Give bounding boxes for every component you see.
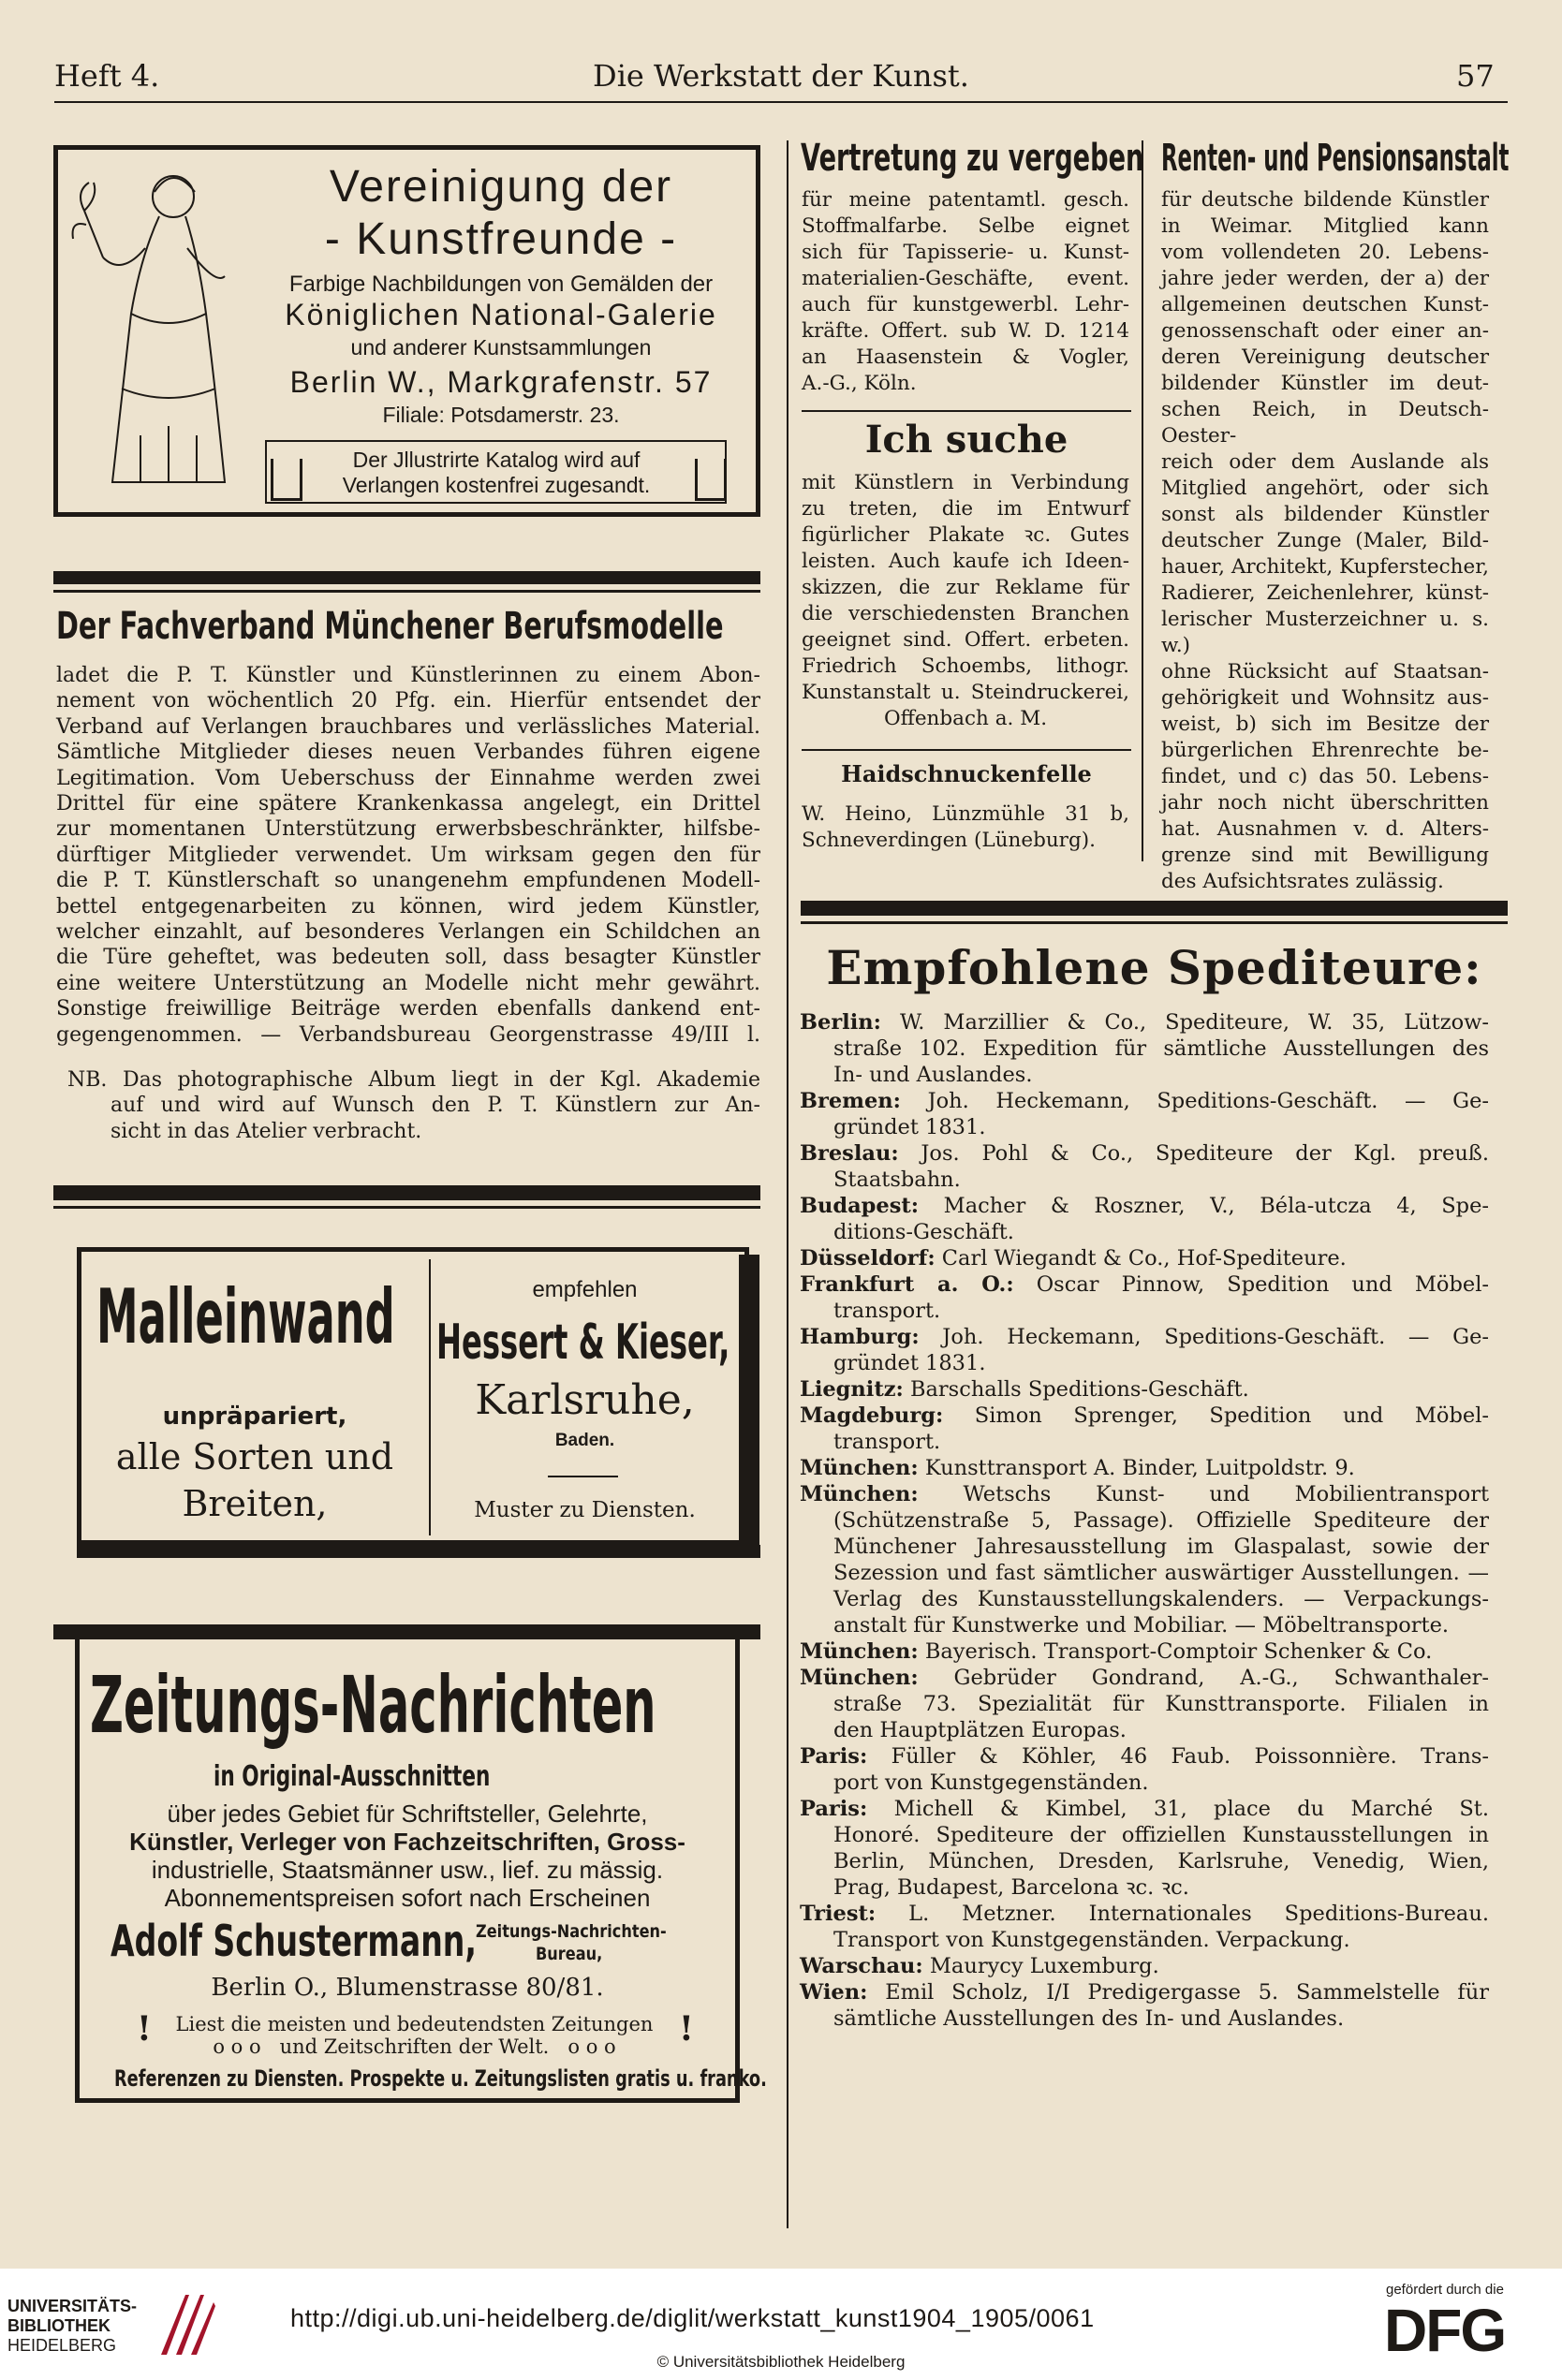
renten-line: hat. Ausnahmen v. d. Alters-	[1161, 817, 1489, 841]
vertretung-line: für meine patentamtl. gesch.	[802, 188, 1129, 212]
malleinwand-title: Malleinwand	[96, 1273, 395, 1360]
dfg-logo: DFG	[1384, 2297, 1506, 2364]
fachverband-line: zur momentanen Unterstützung erwerbsbeschränkter, hilfsbe-	[56, 817, 760, 842]
katalog-line-2: Verlangen kostenfrei zugesandt.	[342, 473, 651, 497]
spediteur-line	[800, 1953, 1489, 1979]
zeitung-line-2: Künstler, Verleger von Fachzeitschriften, Gross-	[129, 1828, 685, 1856]
spediteur-city: Breslau:	[800, 1141, 899, 1166]
vertretung-line: A.-G., Köln.	[802, 372, 917, 395]
spediteur-line	[800, 1638, 1489, 1665]
renten-line: Mitglied angehört, oder sich	[1161, 477, 1489, 500]
ichsuche-title: Ich suche	[864, 418, 1068, 462]
spediteur-city: Frankfurt a. O.:	[800, 1272, 1014, 1297]
spediteur-text: anstalt für Kunstwerke und Mobiliar. — Möbeltransporte.	[833, 1613, 1450, 1638]
spediteur-line	[800, 1062, 1489, 1088]
spediteur-text: Joh. Heckemann, Speditions-Geschäft. — Ge-	[919, 1325, 1489, 1349]
renten-body	[1161, 187, 1489, 895]
column-rule-left	[787, 140, 788, 2228]
renten-line: ohne Rücksicht auf Staatsan-	[1161, 660, 1489, 683]
spediteur-text: port von Kunstgegenständen.	[833, 1770, 1149, 1795]
zeitung-bottom: Referenzen zu Diensten. Prospekte u. Zeitungslisten gratis u. franko.	[114, 2065, 767, 2092]
spediteur-line	[800, 1009, 1489, 1036]
haidschnucken-body	[802, 801, 1129, 854]
ichsuche-line: Kunstanstalt u. Steindruckerei,	[802, 681, 1129, 704]
separator-bar	[53, 1185, 760, 1200]
spediteur-text: Wetschs Kunst- und Mobilientransport	[918, 1482, 1489, 1506]
spediteur-line	[800, 1717, 1489, 1743]
fachverband-title: Der Fachverband Münchener Berufsmodelle	[56, 605, 724, 648]
haidschnucken-line: W. Heino, Lünzmühle 31 b,	[802, 802, 1129, 826]
fachverband-line: welcher einzahlt, auf besonderes Verlangen ein Schildchen an	[56, 920, 760, 945]
spediteur-line	[800, 1271, 1489, 1298]
separator-thin	[53, 590, 760, 593]
spediteur-text: transport.	[833, 1299, 941, 1323]
spediteur-text: Gebrüder Gondrand, A.-G., Schwanthaler-	[918, 1666, 1489, 1690]
haidschnucken-title: Haidschnuckenfelle	[841, 760, 1092, 787]
spediteur-text: straße 73. Spezialität für Kunsttransporte. Filialen in	[833, 1692, 1489, 1716]
malleinwand-sub-3: Breiten,	[182, 1483, 328, 1524]
nb-line: sicht in das Atelier verbracht.	[111, 1119, 422, 1143]
katalog-bracket-right	[695, 459, 727, 501]
spediteur-city: Magdeburg:	[800, 1403, 944, 1428]
spediteur-line	[800, 1403, 1489, 1429]
spediteur-line	[800, 1770, 1489, 1796]
fachverband-body	[56, 663, 760, 1048]
spediteur-city: Hamburg:	[800, 1325, 920, 1349]
malleinwand-sub-1: unpräpariert,	[162, 1403, 347, 1431]
vereinigung-title-2: - Kunstfreunde -	[324, 214, 678, 264]
fachverband-line: Sämtliche Mitglieder dieses neuen Verbandes führen eigene	[56, 741, 760, 765]
separator-bar	[53, 571, 760, 584]
renten-line: lerischer Musterzeichner u. s. w.)	[1161, 608, 1489, 657]
katalog-bracket-left	[271, 459, 302, 501]
spediteur-text: Joh. Heckemann, Speditions-Geschäft. — Ge-	[900, 1089, 1489, 1113]
spediteur-text: ditions-Geschäft.	[833, 1220, 1014, 1244]
spediteur-text: Transport von Kunstgegenständen. Verpackung.	[833, 1928, 1350, 1952]
spediteur-line	[800, 1612, 1489, 1638]
spediteur-line	[800, 1376, 1489, 1403]
malleinwand-empfehlen: empfehlen	[532, 1277, 638, 1302]
fachverband-line: gegengenommen. — Verbandsbureau Georgenstrasse 49/III l.	[56, 1022, 760, 1047]
spediteur-text: Berlin, München, Dresden, Karlsruhe, Venedig, Wien,	[833, 1849, 1489, 1873]
haidschnucken-line: Schneverdingen (Lüneburg).	[802, 829, 1096, 852]
spediteur-text: Prag, Budapest, Barcelona ꝛc. ꝛc.	[833, 1875, 1189, 1900]
zeitung-line-4: Abonnementspreisen sofort nach Erscheinen	[164, 1884, 651, 1912]
spediteur-line	[800, 1586, 1489, 1612]
renten-line: deren Vereinigung deutscher	[1161, 345, 1489, 369]
malleinwand-divider	[429, 1259, 431, 1535]
nb-line: auf und wird auf Wunsch den P. T. Künstlern zur An-	[111, 1094, 760, 1118]
zeitung-line-3: industrielle, Staatsmänner usw., lief. zu mässig.	[151, 1856, 664, 1884]
spediteur-text: Verlag des Kunstausstellungskalenders. — Verpackungs-	[833, 1587, 1489, 1611]
spediteur-line	[800, 1429, 1489, 1455]
spediteur-text: straße 102. Expedition für sämtliche Ausstellungen des	[833, 1036, 1489, 1061]
fachverband-line: die Türe geheftet, was bedeuten soll, dass besagter Künstler	[56, 946, 760, 970]
footer-bar	[0, 2269, 1562, 2380]
spediteur-text: L. Metzner. Internationales Speditions-Bureau.	[876, 1902, 1489, 1926]
spediteur-line	[800, 1743, 1489, 1770]
spediteur-line	[800, 1822, 1489, 1848]
fachverband-line: Sonstige freiwillige Beiträge werden ebenfalls dankend ent-	[56, 997, 760, 1021]
spediteur-city: Berlin:	[800, 1010, 881, 1035]
renten-line: gehörigkeit und Wohnsitz aus-	[1161, 686, 1489, 710]
vereinigung-line-2: Königlichen National-Galerie	[285, 298, 717, 331]
spediteur-city: Liegnitz:	[800, 1377, 904, 1402]
page-number: 57	[1456, 58, 1495, 94]
separator-thin	[801, 921, 1508, 924]
fachverband-line: die P. T. Künstlerschaft so unangenehm empfundenen Modell-	[56, 869, 760, 893]
katalog-line-1: Der Jllustrirte Katalog wird auf	[352, 448, 641, 472]
footer-copyright: © Universitätsbibliothek Heidelberg	[656, 2353, 906, 2371]
spediteur-text: Oscar Pinnow, Spedition und Möbel-	[1013, 1272, 1489, 1297]
ichsuche-line: figürlicher Plakate ꝛc. Gutes	[802, 523, 1129, 547]
renten-line: schen Reich, in Deutsch-Oester-	[1161, 398, 1489, 448]
vertretung-body	[802, 187, 1129, 397]
logo-line-1: UNIVERSITÄTS-	[7, 2297, 138, 2315]
vereinigung-filiale: Filiale: Potsdamerstr. 23.	[382, 403, 620, 427]
ichsuche-line: Friedrich Schoembs, lithogr.	[802, 654, 1129, 678]
frame-shadow-right	[739, 1255, 759, 1556]
spediteur-line	[800, 1691, 1489, 1717]
spediteur-line	[800, 1665, 1489, 1691]
vertretung-line: sich für Tapisserie- u. Kunst-	[802, 241, 1129, 264]
spediteur-text: gründet 1831.	[833, 1115, 986, 1139]
malleinwand-small-rule	[548, 1476, 618, 1477]
spediteur-line	[800, 1219, 1489, 1245]
spediteur-city: Bremen:	[800, 1089, 901, 1113]
spediteur-text: Füller & Köhler, 46 Faub. Poissonnière. Trans-	[867, 1744, 1489, 1769]
spediteur-line	[800, 1560, 1489, 1586]
fachverband-line: nement von wöchentlich 20 Pfg. ein. Hierfür entsendet der	[56, 689, 760, 713]
spediteur-line	[800, 1927, 1489, 1953]
zeitung-bureau-2: Bureau,	[536, 1944, 603, 1964]
separator-thin	[53, 1206, 760, 1209]
fachverband-line: dürftiger Mitglieder verwendet. Um wirksam gegen den für	[56, 843, 760, 867]
spediteur-line	[800, 1507, 1489, 1534]
separator-bar	[801, 901, 1508, 916]
vereinigung-line-3: und anderer Kunstsammlungen	[350, 335, 652, 360]
spediteur-city: München:	[800, 1482, 919, 1506]
ichsuche-line: mit Künstlern in Verbindung	[802, 471, 1129, 494]
malleinwand-sub-2: alle Sorten und	[115, 1436, 394, 1477]
spediteur-text: (Schützenstraße 5, Passage). Offizielle Spediteure der	[833, 1508, 1489, 1533]
spediteur-line	[800, 1036, 1489, 1062]
spediteur-line	[800, 1848, 1489, 1874]
spediteur-text: Kunsttransport A. Binder, Luitpoldstr. 9.	[918, 1456, 1355, 1480]
zeitung-name: Adolf Schustermann,	[111, 1916, 477, 1966]
logo-line-3: HEIDELBERG	[7, 2336, 117, 2355]
spediteur-text: gründet 1831.	[833, 1351, 986, 1375]
spediteur-text: Macher & Roszner, V., Béla-utcza 4, Spe-	[919, 1194, 1489, 1218]
renten-line: reich oder dem Auslande als	[1161, 450, 1489, 474]
spediteur-line	[800, 1796, 1489, 1822]
spediteur-city: Paris:	[800, 1797, 868, 1821]
malleinwand-muster: Muster zu Diensten.	[474, 1498, 696, 1522]
renten-line: vom vollendeten 20. Lebens-	[1161, 241, 1489, 264]
spediteur-line	[800, 1534, 1489, 1560]
renten-title: Renten- und Pensionsanstalt	[1161, 137, 1510, 180]
fachverband-line: bettel entgegenarbeiten zu können, wird jedem Künstler,	[56, 894, 760, 918]
spediteur-line	[800, 1979, 1489, 2005]
spediteur-text: W. Marzillier & Co., Spediteure, W. 35, Lützow-	[880, 1010, 1489, 1035]
spediteur-text: Honoré. Spediteure der offiziellen Kunstausstellungen in	[833, 1823, 1489, 1847]
spediteur-line	[800, 1455, 1489, 1481]
renten-line: für deutsche bildende Künstler	[1161, 188, 1489, 212]
section-rule	[802, 410, 1131, 412]
renten-line: Radierer, Zeichenlehrer, künst-	[1161, 581, 1489, 605]
spediteur-text: Maurycy Luxemburg.	[922, 1954, 1159, 1978]
spediteur-city: München:	[800, 1639, 919, 1664]
spediteur-city: Triest:	[800, 1902, 877, 1926]
renten-line: hauer, Architekt, Kupferstecher,	[1161, 555, 1490, 579]
spediteur-line	[800, 1350, 1489, 1376]
renten-line: deutscher Zunge (Maler, Bild-	[1161, 529, 1489, 552]
nb-line: NB. Das photographische Album liegt in der Kgl. Akademie	[67, 1068, 760, 1092]
vertretung-title: Vertretung zu vergeben	[801, 137, 1144, 180]
spediteur-city: Warschau:	[800, 1954, 923, 1978]
spediteure-list	[800, 1009, 1489, 2032]
spediteur-text: Staatsbahn.	[833, 1168, 961, 1192]
ichsuche-body	[802, 470, 1129, 732]
zeitung-address: Berlin O., Blumenstrasse 80/81.	[211, 1974, 604, 2002]
zeitung-subtitle: in Original-Ausschnitten	[214, 1760, 491, 1793]
renten-line: des Aufsichtsrates zulässig.	[1161, 870, 1444, 893]
spediteur-text: Michell & Kimbel, 31, place du Marché St.	[867, 1797, 1489, 1821]
fachverband-line: Verband auf Verlangen brauchbares und verlässliches Material.	[56, 714, 760, 739]
renten-line: allgemeinen deutschen Kunst-	[1161, 293, 1489, 316]
exclamation-left: !	[137, 2009, 152, 2049]
fachverband-line: eine weitere Unterstützung an Modelle nicht mehr gewährt.	[56, 971, 760, 995]
spediteure-title: Empfohlene Spediteure:	[826, 940, 1482, 995]
spediteur-city: Paris:	[800, 1744, 868, 1769]
renten-line: findet, und c) das 50. Lebens-	[1161, 765, 1489, 788]
running-head-title: Die Werkstatt der Kunst.	[593, 58, 969, 94]
spediteur-text: Simon Sprenger, Spedition und Möbel-	[943, 1403, 1489, 1428]
spediteur-text: Sezession und fast sämtlicher auswärtiger Ausstellungen. —	[833, 1561, 1489, 1585]
zeitung-note-1: Liest die meisten und bedeutendsten Zeitungen	[175, 2013, 654, 2035]
spediteur-text: In- und Auslandes.	[833, 1063, 1033, 1087]
spediteur-line	[800, 1114, 1489, 1140]
spediteur-line	[800, 1901, 1489, 1927]
spediteur-line	[800, 1481, 1489, 1507]
renten-line: bürgerlichen Ehrenrechte be-	[1161, 739, 1489, 762]
spediteur-line	[800, 1874, 1489, 1901]
renten-line: grenze sind mit Bewilligung	[1161, 844, 1489, 867]
running-head-left: Heft 4.	[54, 58, 160, 94]
ichsuche-line: skizzen, die zur Reklame für	[802, 576, 1129, 599]
vereinigung-line-1: Farbige Nachbildungen von Gemälden der	[288, 272, 714, 297]
ichsuche-line: leisten. Auch kaufe ich Ideen-	[802, 550, 1129, 573]
vereinigung-address: Berlin W., Markgrafenstr. 57	[289, 365, 713, 399]
spediteur-line	[800, 1140, 1489, 1167]
fachverband-line: ladet die P. T. Künstler und Künstlerinnen zu einem Abon-	[56, 664, 760, 687]
malleinwand-state: Baden.	[554, 1431, 615, 1450]
spediteur-line	[800, 1298, 1489, 1324]
spediteur-text: Carl Wiegandt & Co., Hof-Spediteure.	[935, 1246, 1347, 1271]
vertretung-line: kräfte. Offert. sub W. D. 1214	[802, 319, 1129, 343]
renten-line: sonst als bildender Künstler	[1161, 503, 1489, 526]
ub-logo-icon	[157, 2289, 217, 2360]
column-rule-mid	[1142, 140, 1143, 861]
spediteur-line	[800, 1088, 1489, 1114]
spediteur-line	[800, 2005, 1489, 2032]
spediteur-city: Düsseldorf:	[800, 1246, 936, 1271]
spediteur-text: den Hauptplätzen Europas.	[833, 1718, 1127, 1742]
spediteur-line	[800, 1245, 1489, 1271]
header-rule	[54, 101, 1508, 103]
footer-url[interactable]: http://digi.ub.uni-heidelberg.de/diglit/werkstatt_kunst1904_1905/0061	[290, 2304, 1095, 2332]
ichsuche-line: die verschiedensten Branchen	[802, 602, 1129, 625]
spediteur-text: Barschalls Speditions-Geschäft.	[903, 1377, 1249, 1402]
vertretung-line: an Haasenstein & Vogler,	[802, 345, 1129, 369]
renten-line: weist, b) sich im Besitze der	[1161, 713, 1489, 736]
spediteur-line	[800, 1167, 1489, 1193]
zeitung-line-1: über jedes Gebiet für Schriftsteller, Gelehrte,	[167, 1800, 648, 1828]
fachverband-line: Drittel für eine spätere Krankenkassa angelegt, ein Drittel	[56, 792, 760, 816]
exclamation-right: !	[679, 2009, 694, 2049]
ub-logo-text	[7, 2297, 137, 2356]
spediteur-text: transport.	[833, 1430, 941, 1454]
vereinigung-title-1: Vereinigung der	[329, 162, 673, 212]
malleinwand-city: Karlsruhe,	[475, 1376, 695, 1424]
spediteur-text: Emil Scholz, I/I Predigergasse 5. Sammelstelle für	[867, 1980, 1489, 2005]
vertretung-line: Stoffmalfarbe. Selbe eignet	[802, 214, 1129, 238]
vertretung-line: auch für kunstgewerbl. Lehr-	[802, 293, 1129, 316]
frame-shadow-bottom	[77, 1545, 760, 1558]
muse-figure-illustration	[66, 154, 253, 501]
ichsuche-line: zu treten, die im Entwurf	[802, 497, 1129, 521]
spediteur-city: München:	[800, 1666, 919, 1690]
spediteur-text: sämtliche Ausstellungen des In- und Auslandes.	[833, 2006, 1345, 2031]
spediteur-city: Budapest:	[800, 1194, 920, 1218]
ichsuche-line: Offenbach a. M.	[883, 707, 1048, 730]
spediteur-line	[800, 1324, 1489, 1350]
zeitung-bureau-1: Zeitungs-Nachrichten-	[476, 1921, 667, 1942]
ichsuche-line: geeignet sind. Offert. erbeten.	[802, 628, 1129, 652]
renten-line: jahr noch nicht überschritten	[1161, 791, 1489, 815]
fachverband-nb	[67, 1067, 760, 1144]
spediteur-text: Münchener Jahresausstellung im Glaspalast, sowie der	[833, 1535, 1489, 1559]
malleinwand-firm: Hessert & Kieser,	[436, 1315, 730, 1371]
section-rule	[802, 749, 1131, 751]
zeitung-note-2: o o o und Zeitschriften der Welt. o o o	[213, 2035, 616, 2058]
renten-line: bildender Künstler im deut-	[1161, 372, 1489, 395]
dfg-funded-label: gefördert durch die	[1386, 2282, 1504, 2298]
logo-line-2: BIBLIOTHEK	[7, 2316, 111, 2335]
vertretung-line: materialien-Geschäfte, event.	[802, 267, 1129, 290]
renten-line: genossenschaft oder einer an-	[1161, 319, 1489, 343]
spediteur-city: München:	[800, 1456, 919, 1480]
zeitung-title: Zeitungs-Nachrichten	[90, 1659, 656, 1751]
renten-line: jahre jeder werden, der a) der	[1161, 267, 1489, 290]
spediteur-city: Wien:	[800, 1980, 868, 2005]
spediteur-line	[800, 1193, 1489, 1219]
fachverband-line: Legitimation. Vom Ueberschuss der Einnahme werden zwei	[56, 766, 760, 790]
spediteur-text: Jos. Pohl & Co., Spediteure der Kgl. preuß.	[898, 1141, 1489, 1166]
spediteur-text: Bayerisch. Transport-Comptoir Schenker & Co.	[918, 1639, 1433, 1664]
renten-line: in Weimar. Mitglied kann	[1161, 214, 1489, 238]
